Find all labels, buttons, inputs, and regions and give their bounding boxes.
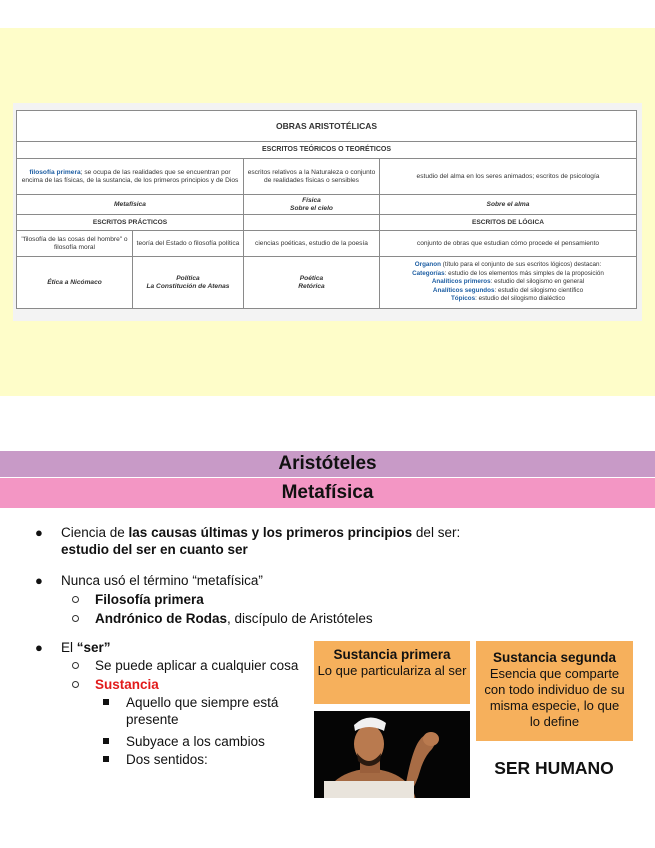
col1-text: ; se ocupa de las realidades que se encuentran por encima de las físicas, de la sustancia, de los primeros principios y de Dios <box>21 168 239 184</box>
bullet-dot: ● <box>35 525 43 540</box>
logic-line: Categorías: estudio de los elementos más simples de la proposición <box>412 269 604 277</box>
bullet-ser: El “ser” <box>61 640 111 655</box>
cell-naturaleza: escritos relativos a la Naturaleza o conjunto de realidades físicas o sensibles <box>244 159 380 195</box>
work-constitucion: La Constitución de Atenas <box>146 282 230 290</box>
col1-lead: filosofía primera <box>29 168 81 176</box>
work-metafisica: Metafísica <box>17 195 244 215</box>
cell-logica <box>380 257 637 309</box>
table-title: OBRAS ARISTOTÉLICAS <box>17 111 637 142</box>
cell-filosofia-primera <box>17 159 244 195</box>
work-politica: Política <box>176 274 200 282</box>
work-poetica: Poética <box>299 274 324 282</box>
slide-subtitle: Metafísica <box>0 478 655 508</box>
logic-line: Analíticos segundos: estudio del silogismo científico <box>432 286 584 294</box>
sub-filosofia-primera: Filosofía primera <box>95 592 204 607</box>
flexing-man-image <box>314 711 470 798</box>
work-fisica: Física <box>302 196 321 204</box>
box1-title: Sustancia primera <box>333 647 451 662</box>
sub-aplicar: Se puede aplicar a cualquier cosa <box>95 658 299 673</box>
bullet-dot: ● <box>35 640 43 655</box>
box1-text: Lo que particulariza al ser <box>317 663 467 678</box>
obras-table-image <box>13 103 642 321</box>
cell-pensamiento: conjunto de obras que estudian cómo procede el pensamiento <box>380 231 637 257</box>
cell-estado: teoría del Estado o filosofía política <box>133 231 244 257</box>
obras-table <box>16 110 637 309</box>
sub-sustancia: Sustancia <box>95 677 159 692</box>
logic-line: Analíticos primeros: estudio del silogismo en general <box>431 278 585 286</box>
bullet-termino: Nunca usó el término “metafísica” <box>61 573 263 588</box>
logic-line: Tópicos: estudio del silogismo dialéctico <box>450 295 566 303</box>
teoricos-header: ESCRITOS TEÓRICOS O TEORÉTICOS <box>17 142 637 159</box>
practicos-header: ESCRITOS PRÁCTICOS <box>17 215 244 231</box>
bullet-square <box>103 699 109 705</box>
bullet-circle <box>72 615 79 622</box>
bullet-square <box>103 738 109 744</box>
sub-andronico: Andrónico de Rodas, discípulo de Aristóteles <box>95 611 373 626</box>
sq-cambios: Subyace a los cambios <box>126 734 265 749</box>
sq-dos-sentidos: Dos sentidos: <box>126 752 208 767</box>
bullet-dot: ● <box>35 573 43 588</box>
cell-alma: estudio del alma en los seres animados; escritos de psicología <box>380 159 637 195</box>
bullet-square <box>103 756 109 762</box>
slide-title: Aristóteles <box>0 451 655 477</box>
bullet-circle <box>72 662 79 669</box>
box-sustancia-primera <box>314 641 470 704</box>
box2-text: Esencia que comparte con todo individuo de su misma especie, lo que lo define <box>484 666 625 729</box>
cell-poesia: ciencias poéticas, estudio de la poesía <box>244 231 380 257</box>
bullet-circle <box>72 596 79 603</box>
work-alma: Sobre el alma <box>380 195 637 215</box>
bullet-circle <box>72 681 79 688</box>
logic-line: Organon (título para el conjunto de sus escritos lógicos) destacan: <box>414 261 602 269</box>
cell-fisica <box>244 195 380 215</box>
logica-header: ESCRITOS DE LÓGICA <box>380 215 637 231</box>
work-cielo: Sobre el cielo <box>290 204 333 212</box>
cell-politica <box>133 257 244 309</box>
cell-moral: "filosofía de las cosas del hombre" o filosofía moral <box>17 231 133 257</box>
work-etica: Ética a Nicómaco <box>17 257 133 309</box>
sq-presente: Aquello que siempre está presente <box>126 695 279 727</box>
man-photo <box>314 711 470 798</box>
work-retorica: Retórica <box>298 282 325 290</box>
bullet-ciencia: Ciencia de las causas últimas y los primeros principios del ser: estudio del ser en cuanto ser <box>61 525 461 557</box>
cell-poetica <box>244 257 380 309</box>
box2-title: Sustancia segunda <box>492 650 617 665</box>
box-sustancia-segunda <box>476 641 633 741</box>
ser-humano-label: SER HUMANO <box>494 758 614 778</box>
